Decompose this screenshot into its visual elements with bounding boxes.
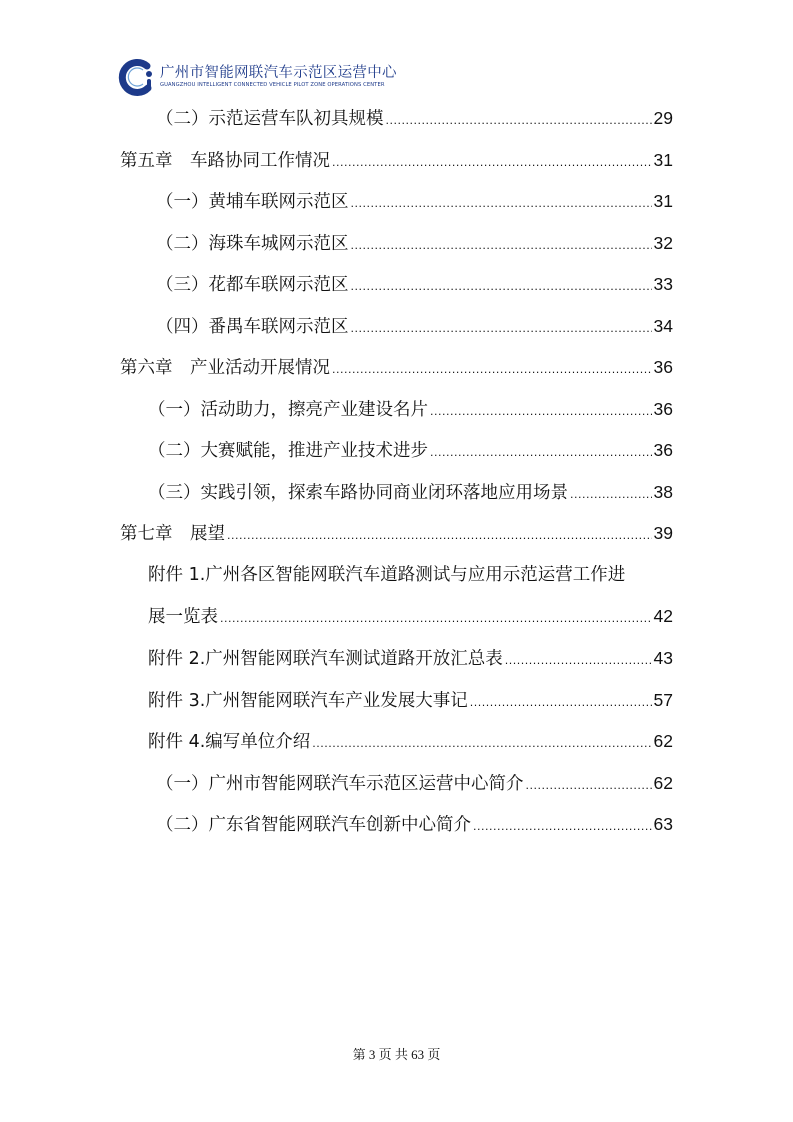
toc-entry-title: （四）番禺车联网示范区 <box>156 317 349 337</box>
toc-entry[interactable] <box>120 148 673 175</box>
toc-entry-page: 62 <box>653 773 673 793</box>
toc-entry-title: 第七章 展望 <box>120 524 225 544</box>
toc-entry-title: 附件 4.编写单位介绍 <box>148 732 311 752</box>
toc-entry-title: （二）广东省智能网联汽车创新中心简介 <box>156 815 471 835</box>
toc-entry-page: 36 <box>653 440 673 460</box>
toc-entry[interactable] <box>148 688 673 715</box>
toc-entry-page: 57 <box>653 690 673 710</box>
toc-entry-title: （三）花都车联网示范区 <box>156 275 349 295</box>
header-title: 广州市智能网联汽车示范区运营中心 <box>160 65 397 81</box>
toc-entry-title: 展一览表 <box>148 607 218 627</box>
toc-entry-page: 38 <box>653 482 673 502</box>
toc-entry[interactable] <box>156 231 673 258</box>
toc-entry-title: （一）活动助力，擦亮产业建设名片 <box>148 400 428 420</box>
toc-leader-dots <box>526 774 652 798</box>
toc-entry-page: 29 <box>653 108 673 128</box>
toc-leader-dots <box>351 275 652 299</box>
toc-entry[interactable] <box>148 480 673 507</box>
toc-leader-dots <box>332 151 652 175</box>
toc-entry-page: 32 <box>653 233 673 253</box>
toc-entry-title: （二）大赛赋能，推进产业技术进步 <box>148 441 428 461</box>
page-footer: 第 3 页 共 63 页 <box>352 1047 441 1062</box>
toc-entry-title: 第六章 产业活动开展情况 <box>120 358 330 378</box>
toc-entry[interactable] <box>148 397 673 424</box>
toc-entry[interactable] <box>156 771 673 798</box>
toc-entry[interactable] <box>156 272 673 299</box>
toc-entry-page: 62 <box>653 731 673 751</box>
toc-entry[interactable] <box>148 438 673 465</box>
toc-entry-title: （三）实践引领，探索车路协同商业闭环落地应用场景 <box>148 483 568 503</box>
toc-entry[interactable] <box>156 314 673 341</box>
toc-entry-page: 31 <box>653 191 673 211</box>
toc-entry-title: （一）黄埔车联网示范区 <box>156 192 349 212</box>
toc-entry-page: 31 <box>653 150 673 170</box>
toc-entry[interactable] <box>156 189 673 216</box>
toc-leader-dots <box>351 317 652 341</box>
toc-leader-dots <box>470 691 652 715</box>
toc-entry-page: 42 <box>653 606 673 626</box>
toc-entry[interactable] <box>120 521 673 548</box>
toc-entry-title-line1[interactable]: 附件 1.广州各区智能网联汽车道路测试与应用示范运营工作进 <box>148 565 626 585</box>
toc-entry-page: 36 <box>653 399 673 419</box>
toc-entry-page: 63 <box>653 814 673 834</box>
toc-entry-page: 34 <box>653 316 673 336</box>
toc-leader-dots <box>430 441 652 465</box>
toc-entry-title: （二）示范运营车队初具规模 <box>156 109 384 129</box>
toc-entry-page: 36 <box>653 357 673 377</box>
toc-leader-dots <box>351 234 652 258</box>
document-header <box>117 57 397 97</box>
toc-entry-title: 第五章 车路协同工作情况 <box>120 151 330 171</box>
header-subtitle: GUANGZHOU INTELLIGENT CONNECTED VEHICLE PILOT ZONE OPERATIONS CENTER <box>160 82 385 88</box>
toc-entry-page: 33 <box>653 274 673 294</box>
toc-leader-dots <box>227 524 652 548</box>
toc-leader-dots <box>386 109 652 133</box>
toc-leader-dots <box>351 192 652 216</box>
toc-entry-title: （二）海珠车城网示范区 <box>156 234 349 254</box>
toc-entry[interactable] <box>120 355 673 382</box>
toc-entry-title: 附件 3.广州智能网联汽车产业发展大事记 <box>148 691 468 711</box>
toc-entry-title: （一）广州市智能网联汽车示范区运营中心简介 <box>156 774 524 794</box>
toc-leader-dots <box>332 358 652 382</box>
toc-entry-page: 43 <box>653 648 673 668</box>
toc-entry[interactable] <box>148 604 673 631</box>
toc-entry[interactable] <box>148 729 673 756</box>
toc-entry[interactable] <box>156 812 673 839</box>
toc-entry-page: 39 <box>653 523 673 543</box>
toc-entry[interactable] <box>148 646 673 673</box>
toc-leader-dots <box>220 607 652 631</box>
toc-leader-dots <box>570 483 652 507</box>
toc-leader-dots <box>430 400 652 424</box>
toc-leader-dots <box>505 649 652 673</box>
toc-entry[interactable] <box>156 106 673 133</box>
toc-leader-dots <box>473 815 652 839</box>
toc-entry-title: 附件 2.广州智能网联汽车测试道路开放汇总表 <box>148 649 503 669</box>
ci-logo-icon <box>117 57 157 97</box>
toc-leader-dots <box>312 732 651 756</box>
